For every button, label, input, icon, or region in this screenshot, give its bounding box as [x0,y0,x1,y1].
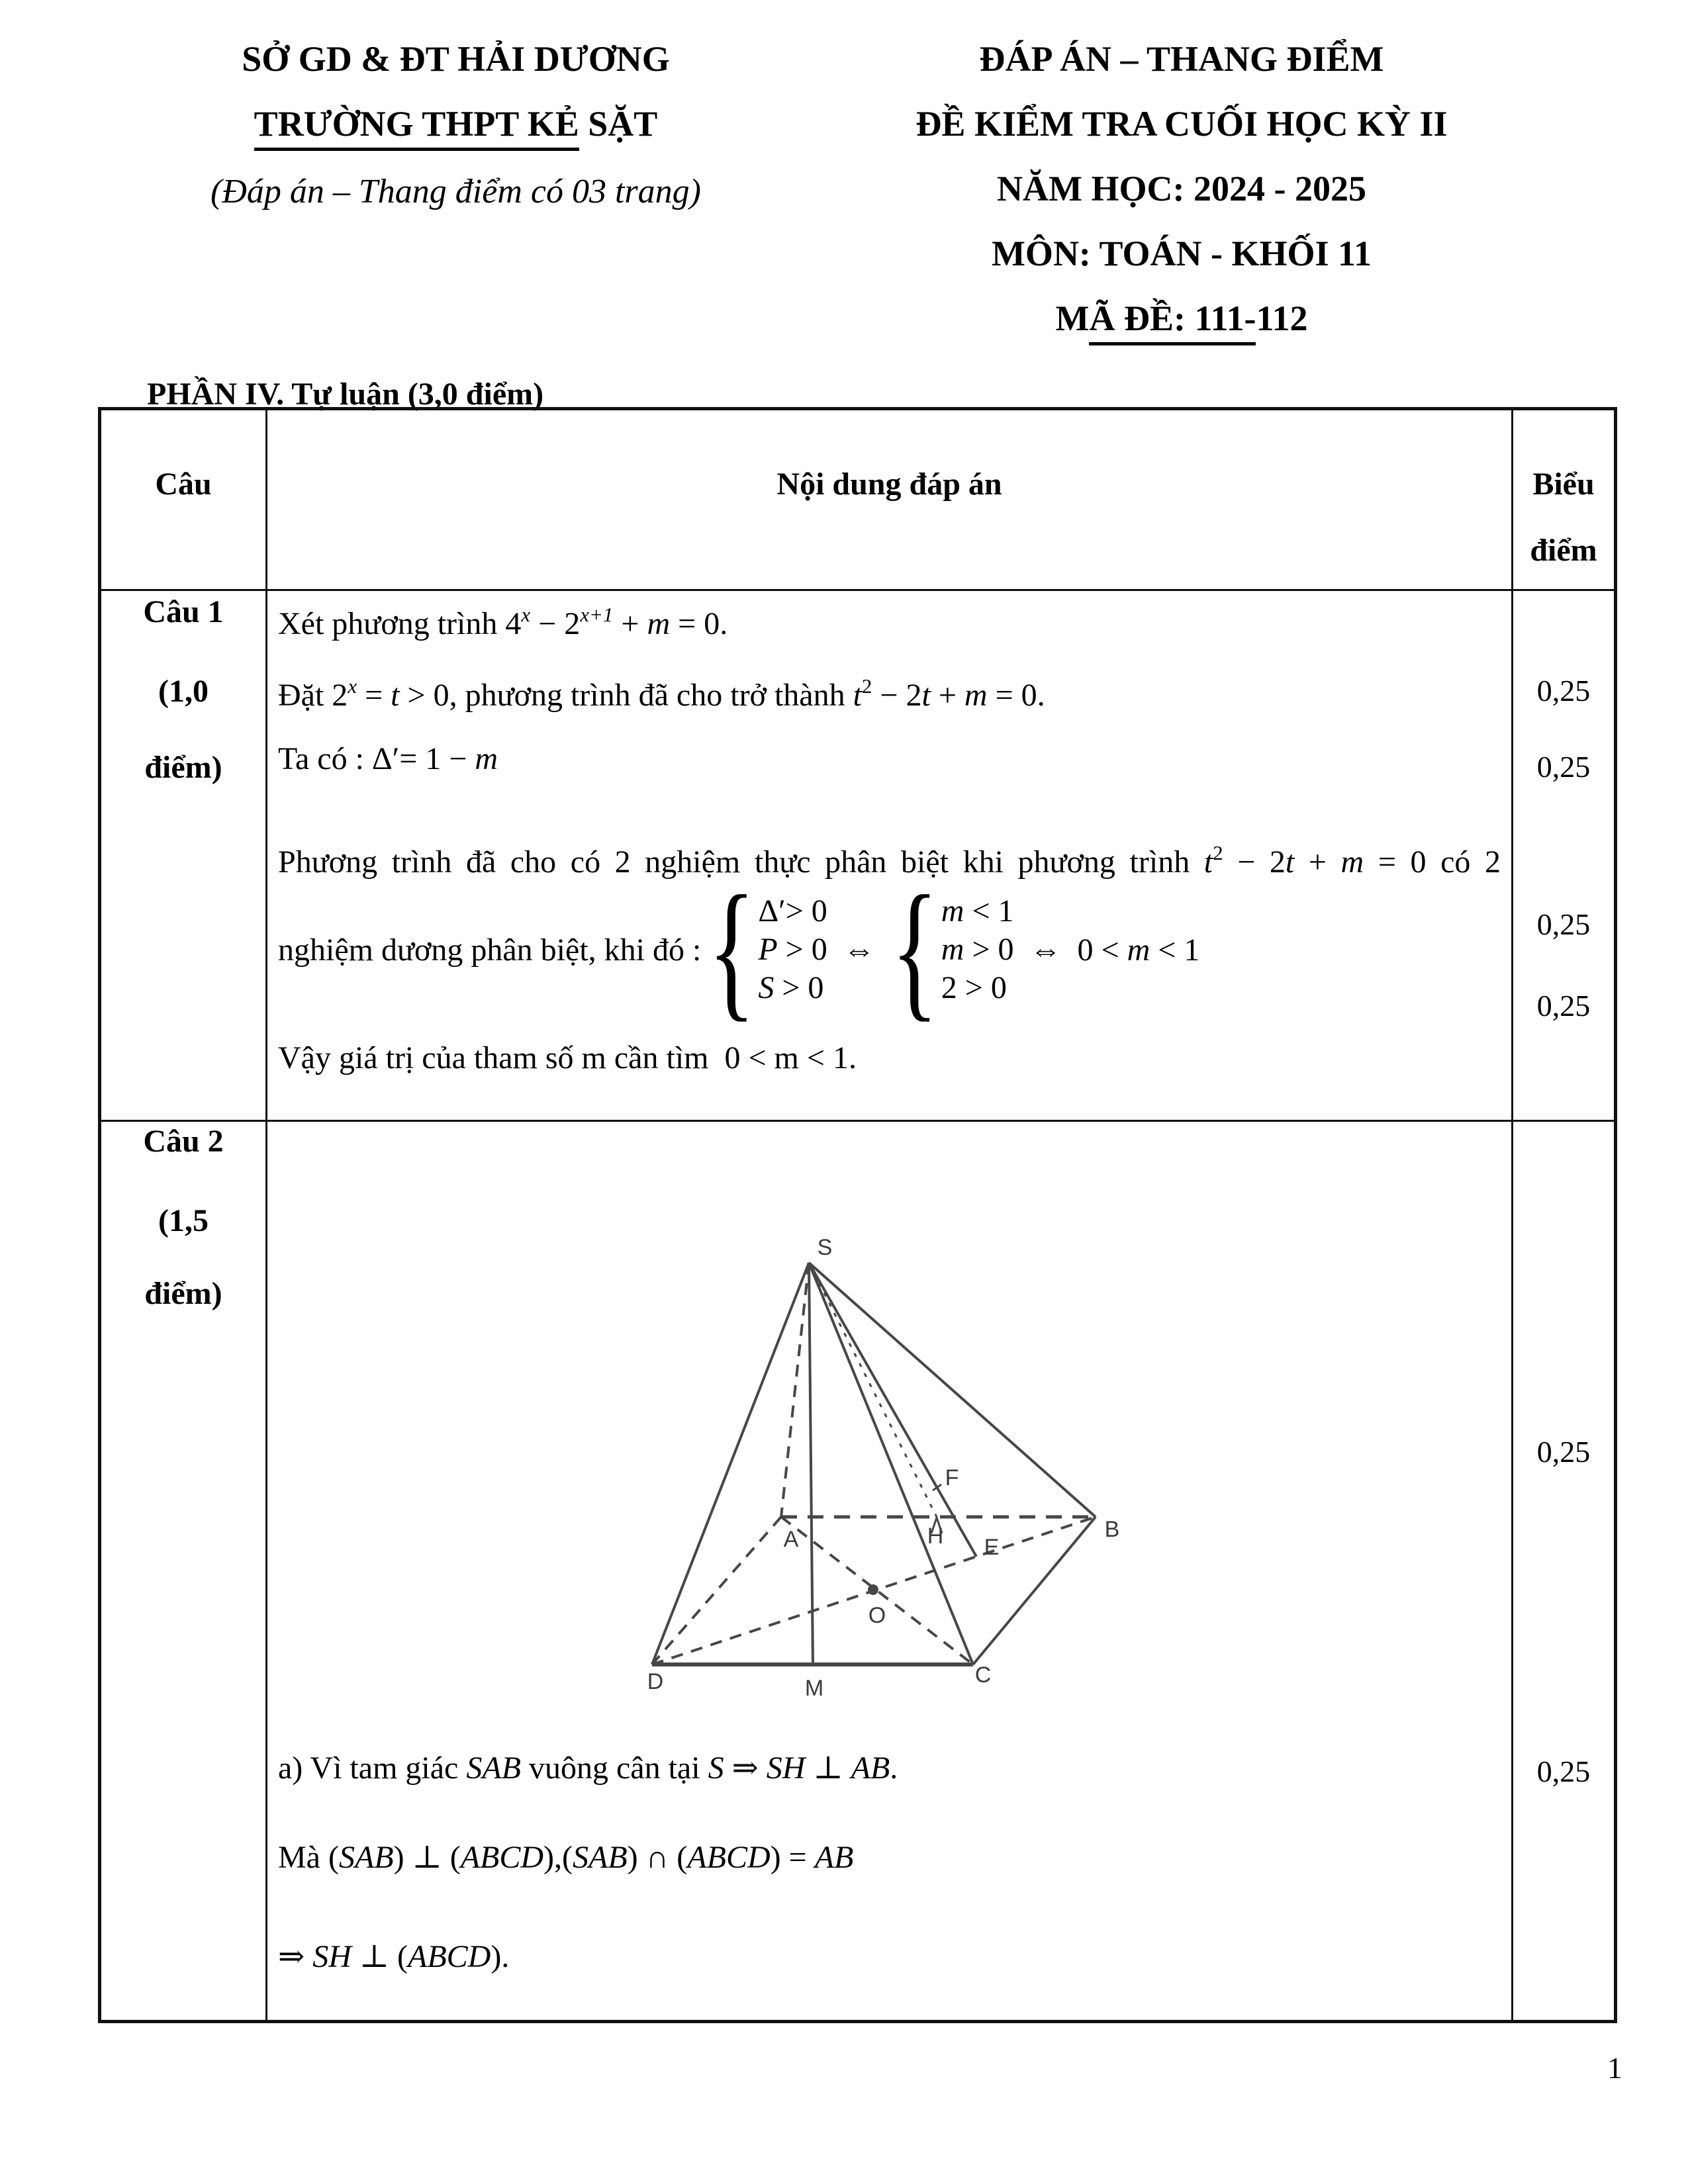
question-1-cell [101,591,267,1120]
solution-line: Phương trình đã cho có 2 nghiệm thực phân biệt khi phương trình $t^2 - 2t + m = 0$ có 2 [278,841,1501,880]
table-row-question-1 [101,591,1614,1122]
question-1-score-cell [1513,591,1614,1120]
score-value: 0,25 [1536,674,1591,707]
question-2-cell [101,1122,267,2020]
solution-line: Xét phương trình $4^x - 2^{x+1} + m = 0$. [278,603,728,641]
equation-system-2: m < 1 m > 0 2 > 0 [941,893,1014,1005]
solution-line: Ta có : Δ′= 1 − m [278,741,498,776]
question-2-points-2: điểm) [144,1276,222,1311]
exam-code-pre: M [1055,298,1090,338]
school-name [176,91,735,156]
header-right [867,26,1496,351]
vertex-label-m: M [804,1676,824,1701]
section-title: PHẦN IV. Tự luận (3,0 điểm) [147,377,544,412]
solution-line: Vậy giá trị của tham số m cần tìm 0 < m < 1. [278,1040,857,1075]
exam-code-rest: 112 [1256,298,1308,338]
score-value: 0,25 [1536,989,1591,1023]
edge-s-d [652,1263,809,1664]
solution-line: a) Vì tam giác SAB vuông cân tại S ⇒ SH ⊥ AB. [278,1751,898,1786]
title-school-year: NĂM HỌC: 2024 - 2025 [997,169,1366,208]
col-header-score-line1: Biểu [1532,467,1595,502]
segment-s-h [809,1263,937,1517]
answer-note: (Đáp án – Thang điểm có 03 trang) [211,173,701,210]
pyramid-figure [622,1231,1152,1721]
solution-line: nghiệm dương phân biệt, khi đó : [278,932,702,968]
answers-table [98,407,1617,2023]
title-exam: ĐỀ KIỂM TRA CUỐI HỌC KỲ II [915,104,1448,144]
title-exam-code [867,286,1496,351]
col-header-score-line2: điểm [1530,533,1597,568]
question-1-content-cell [267,591,1513,1120]
question-2-content-cell [267,1122,1513,2020]
table-row-question-2 [101,1122,1614,2020]
question-2-label: Câu 2 [143,1124,224,1159]
left-brace-icon: { [890,864,939,1035]
segment-s-m [809,1263,813,1666]
equation-system-1: Δ′> 0 P > 0 S > 0 [758,893,827,1005]
title-subject: MÔN: TOÁN - KHỐI 11 [991,234,1372,273]
point-o-dot [868,1584,878,1595]
iff-symbol: ⇔ [843,932,875,968]
page-number: 1 [1607,2051,1622,2085]
solution-line: ⇒ SH ⊥ (ABCD). [278,1939,510,1974]
school-name-underlined: TRƯỜNG THPT KẺ [254,104,579,151]
header-left [176,26,735,228]
score-value: 0,25 [1536,907,1591,941]
table-header-row [101,410,1614,591]
vertex-label-f: F [945,1465,959,1490]
title-answer-scale: ĐÁP ÁN – THANG ĐIỂM [979,39,1384,79]
question-2-score-cell [1513,1122,1614,2020]
vertex-label-b: B [1104,1517,1120,1542]
question-2-points: (1,5 [158,1203,209,1238]
vertex-label-d: D [647,1669,664,1694]
vertex-label-c: C [974,1662,992,1688]
vertex-label-h: H [927,1524,944,1549]
score-value: 0,25 [1536,1435,1591,1469]
question-1-points-2: điểm) [144,750,222,785]
question-1-label: Câu 1 [143,594,224,629]
col-header-question: Câu [101,410,267,589]
vertex-label-s: S [817,1235,833,1260]
left-brace-icon: { [708,864,756,1035]
question-1-points: (1,0 [158,674,209,709]
col-header-content: Nội dung đáp án [267,410,1513,589]
vertex-label-o: O [868,1603,886,1628]
equation-system-row [278,864,1200,1035]
exam-code-underlined: Ã ĐỀ: 111- [1089,298,1256,345]
score-value: 0,25 [1536,1754,1591,1788]
col-header-score [1513,410,1614,589]
vertex-label-e: E [984,1535,1000,1560]
solution-line: Đặt $2^x = t > 0$, phương trình đã cho trở thành $t^2 - 2t + m = 0$. [278,674,1045,713]
segment-s-e [809,1263,976,1557]
solution-line: Mà (SAB) ⊥ (ABCD),(SAB) ∩ (ABCD) = AB [278,1840,854,1875]
school-name-rest: SẶT [579,104,658,144]
system-result: 0 < m < 1 [1077,932,1200,968]
vertex-label-a: A [783,1527,799,1552]
score-value: 0,25 [1536,750,1591,784]
department-name: SỞ GD & ĐT HẢI DƯƠNG [242,39,670,79]
iff-symbol: ⇔ [1029,932,1062,968]
